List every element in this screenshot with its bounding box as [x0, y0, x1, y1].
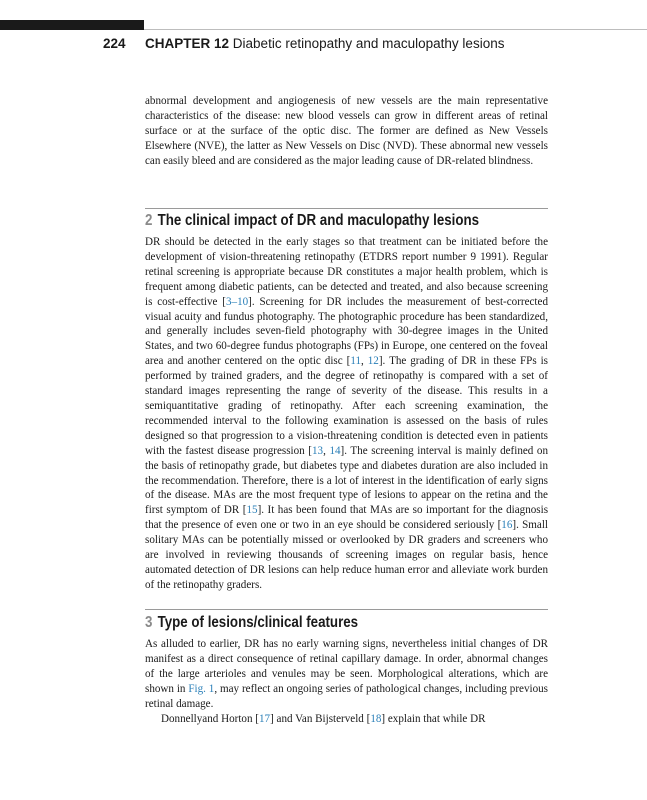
intro-text: abnormal development and angiogenesis of new vessels are the main representative characteristics of the disease: new blood vessels can grow in different areas of retinal surface or at the surface of the optic disc. The former are defined as New Vessels Elsewhere (NVE), the latter as New Vessels on Disc (NVD). These abnormal new vessels can easily bleed and are considered as the major leading cause of DR-related blindness.: [145, 95, 548, 167]
citation-link[interactable]: 18: [370, 712, 382, 725]
text-run: ] explain that while DR: [381, 712, 486, 725]
section-3-rule: [145, 609, 548, 610]
citation-link[interactable]: 11: [350, 355, 362, 368]
header-bar: [0, 20, 144, 30]
text-run: ]. The screening interval is mainly defined on the basis of retinopathy grade, but diabetes type and diabetes duration are also included in the recommendation. Therefore, there is a lot of interest in the identification of early signs of the disease. MAs are the most frequent type of lesions to appear on the retina and the first symptom of DR [: [145, 444, 549, 517]
section-3-heading: [145, 614, 358, 632]
text-run: ,: [361, 355, 368, 368]
section-3-text: [145, 637, 548, 712]
section-2-rule: [145, 208, 548, 209]
section-3-text-2: [145, 712, 548, 727]
section-3-title: Type of lesions/clinical features: [157, 614, 359, 631]
section-2-text: [145, 235, 548, 593]
text-run: ,: [323, 444, 330, 457]
citation-link[interactable]: 17: [258, 712, 271, 725]
text-run: ]. The grading of DR in these FPs is performed by trained graders, and the degree of retinopathy is compared with a set of standard images representing the range of severity of the disease. This results in a semiquantitative grading of retinopathy. After each screening examination, the recommended interval to the following examination is assessed on the basis of rules designed so that progression to a vision-threatening condition is detected even in patients with the fastest disease progression [: [145, 355, 548, 457]
chapter-title: Diabetic retinopathy and maculopathy lesions: [232, 36, 505, 51]
text-run: ] and Van Bijsterveld [: [270, 712, 371, 725]
chapter-heading: [145, 36, 504, 51]
section-2-paragraph: [145, 235, 548, 593]
text-run: As alluded to earlier, DR has no early warning signs, nevertheless initial changes of DR manifest as a direct consequence of retinal capillary damage. In order, abnormal changes of the large arterioles and venules may be seen. Morphological alterations, which are shown in: [145, 638, 548, 695]
chapter-label: CHAPTER 12: [145, 36, 230, 51]
text-run: ]. It has been found that MAs are so important for the diagnosis that the presence of even one or two in an eye should be considered seriously [: [145, 504, 549, 532]
citation-link[interactable]: 12: [367, 355, 379, 368]
text-run: Donnellyand Horton [: [161, 712, 259, 725]
text-run: ]. Screening for DR includes the measurement of best-corrected visual acuity and fundus photography. The photographic procedure has been standardized, and generally includes seven-field photography with 30-degree images in the United States, and two 60-degree fundus photographs (FPs) in Europe, one centered on the foveal area and another centered on the optic disc [: [145, 295, 548, 368]
intro-paragraph: [145, 94, 548, 169]
citation-link[interactable]: 15: [246, 504, 258, 517]
citation-link[interactable]: 3–10: [225, 295, 249, 308]
page-number: 224: [103, 36, 126, 51]
section-2-number: 2: [145, 212, 153, 229]
section-2-heading: [145, 212, 479, 230]
citation-link[interactable]: 13: [311, 444, 324, 457]
citation-link[interactable]: 16: [501, 519, 513, 532]
figure-link[interactable]: Fig. 1: [188, 682, 215, 695]
text-run: , may reflect an ongoing series of pathological changes, including previous retinal damage.: [145, 682, 548, 710]
text-run: DR should be detected in the early stages so that treatment can be initiated before the development of vision-threatening retinopathy (ETDRS report number 9 1991). Regular retinal screening is appropriate because DR constitutes a major health problem, which is frequent among diabetic patients, can be detected and treated, and also because screening is cost-effective [: [145, 236, 548, 308]
header-rule: [144, 29, 647, 30]
citation-link[interactable]: 14: [329, 444, 341, 457]
section-3-number: 3: [145, 614, 153, 631]
section-2-title: The clinical impact of DR and maculopathy lesions: [157, 212, 480, 229]
text-run: ]. Small solitary MAs can be potentially missed or overlooked by DR graders and screeners who are involved in reviewing thousands of screening images on regular basis, hence automated detection of DR lesions can help reduce human error and alleviate work burden of the retinopathy graders.: [145, 519, 549, 591]
section-3-paragraph: [145, 637, 548, 726]
